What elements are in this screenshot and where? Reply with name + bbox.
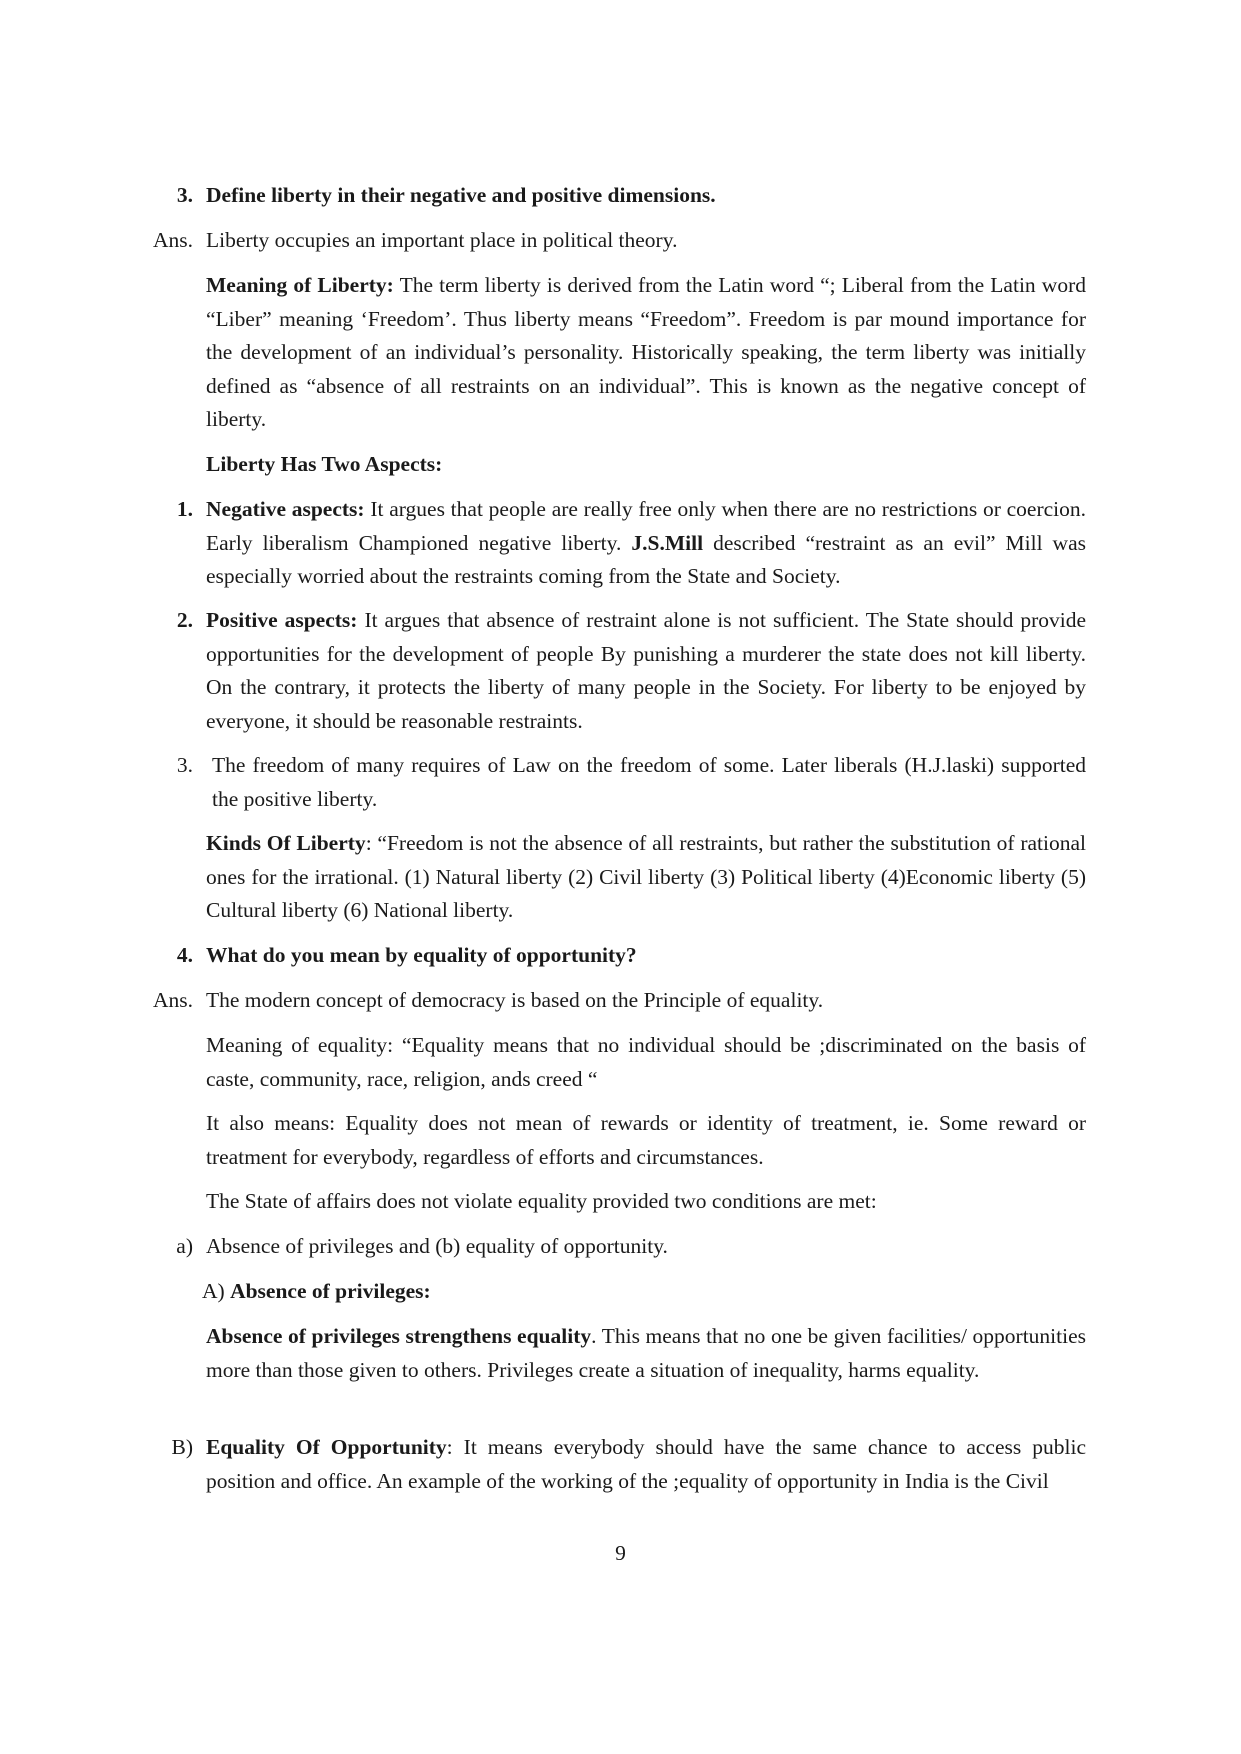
page-number: 9 bbox=[615, 1541, 626, 1565]
privileges-text: . This means that no one be given facilities/ opportunities more than those given to others. Privileges create a situation of inequality, harms equality. bbox=[206, 1324, 1087, 1382]
list-item-number: 2. bbox=[176, 608, 193, 632]
list-item-label: a) bbox=[176, 1234, 193, 1258]
question-text: Define liberty in their negative and positive dimensions. bbox=[206, 183, 716, 207]
item-text: It argues that people are really free only when there are no restrictions or coercion. Early liberalism Championed negative liberty. bbox=[206, 497, 1087, 555]
list-item-number: 3. bbox=[176, 753, 193, 777]
item-text: The freedom of many requires of Law on the freedom of some. Later liberals (H.J.laski) supported the positive liberty. bbox=[212, 753, 1086, 811]
question-number: 4. bbox=[176, 943, 193, 967]
aspects-heading: Liberty Has Two Aspects: bbox=[206, 452, 443, 476]
privileges-bold: Absence of privileges strengthens equality bbox=[206, 1324, 592, 1348]
answer-label: Ans. bbox=[152, 988, 193, 1012]
item-bold-name: J.S.Mill bbox=[631, 530, 704, 555]
item-text: It argues that absence of restraint alone is not sufficient. The State should provide opportunities for the development of people By punishing a murderer the state does not kill liberty. On the contrary, it protects the liberty of many people in the Society. For liberty to be enjoyed by everyone, it should be reasonable restraints. bbox=[206, 608, 1087, 733]
meaning-text: Meaning of equality: “Equality means that no individual should be ;discriminated on the basis of caste, community, race, religion, ands creed “ bbox=[206, 1033, 1086, 1091]
item-heading: Equality Of Opportunity bbox=[206, 1435, 447, 1459]
item-text: : It means everybody should have the same chance to access public position and office. An example of the working of the ;equality of opportunity in India is the Civil bbox=[206, 1435, 1087, 1493]
also-means-text: It also means: Equality does not mean of rewards or identity of treatment, ie. Some reward or treatment for everybody, regardless of efforts and circumstances. bbox=[206, 1111, 1086, 1169]
kinds-heading: Kinds Of Liberty bbox=[206, 831, 366, 855]
state-affairs-text: The State of affairs does not violate equality provided two conditions are met: bbox=[206, 1189, 877, 1213]
list-item-number: 1. bbox=[176, 497, 193, 521]
answer-intro-text: The modern concept of democracy is based on the Principle of equality. bbox=[206, 988, 824, 1012]
meaning-heading: Meaning of Liberty: bbox=[206, 273, 394, 297]
item-text-continued: described “restraint as an evil” Mill was especially worried about the restraints coming from the State and Society. bbox=[206, 530, 1086, 588]
sub-heading-text: Absence of privileges: bbox=[230, 1279, 431, 1303]
sub-heading-label: A) bbox=[202, 1279, 225, 1303]
answer-label: Ans. bbox=[152, 228, 193, 252]
item-heading: Negative aspects: bbox=[206, 497, 365, 521]
item-heading: Positive aspects: bbox=[206, 608, 358, 632]
list-item-label: B) bbox=[171, 1435, 193, 1459]
meaning-text: The term liberty is derived from the Latin word “; Liberal from the Latin word “Liber” meaning ‘Freedom’. Thus liberty means “Freedom”. Freedom is par mound importance for the development of an individual’s personality. Historically speaking, the term liberty was initially defined as “absence of all restraints on an individual”. This is known as the negative concept of liberty. bbox=[206, 273, 1086, 431]
answer-intro-text: Liberty occupies an important place in political theory. bbox=[206, 228, 678, 252]
question-number: 3. bbox=[176, 183, 193, 207]
item-text: Absence of privileges and (b) equality of opportunity. bbox=[206, 1234, 668, 1258]
kinds-text: : “Freedom is not the absence of all restraints, but rather the substitution of rational ones for the irrational. (1) Natural liberty (2) Civil liberty (3) Political liberty (4)Economic liberty (5) Cultural liberty (6) National liberty. bbox=[206, 831, 1086, 922]
question-text: What do you mean by equality of opportunity? bbox=[206, 943, 637, 967]
